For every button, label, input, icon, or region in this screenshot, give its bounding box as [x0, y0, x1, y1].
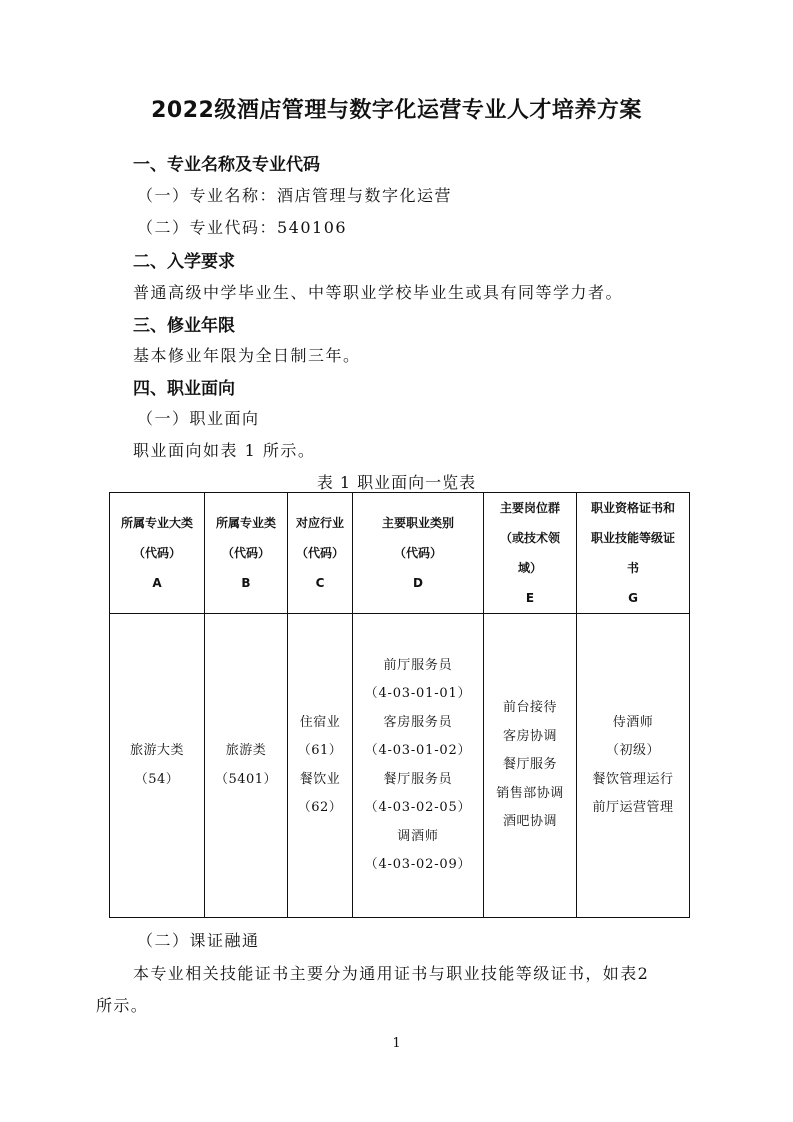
cell-major-category: 旅游大类 （54）	[110, 614, 205, 918]
header-certificates: 职业资格证书和 职业技能等级证 书 G	[577, 493, 690, 614]
cell-occupation: 前厅服务员 （4-03-01-01） 客房服务员 （4-03-01-02） 餐厅服务员 （4-03-02-05） 调酒师 （4-03-02-09）	[353, 614, 484, 918]
section-1-heading: 一、专业名称及专业代码	[133, 155, 320, 175]
table-caption: 表 1 职业面向一览表	[316, 473, 477, 492]
career-table	[109, 492, 690, 918]
header-major-category: 所属专业大类 （代码） A	[110, 493, 205, 614]
section-2-heading: 二、入学要求	[133, 252, 235, 272]
cell-certificates: 侍酒师 （初级） 餐饮管理运行 前厅运营管理	[577, 614, 690, 918]
admission-text: 普通高级中学毕业生、中等职业学校毕业生或具有同等学力者。	[133, 283, 624, 302]
table-intro-text: 职业面向如表 1 所示。	[133, 441, 316, 460]
duration-text: 基本修业年限为全日制三年。	[133, 346, 361, 365]
cell-industry: 住宿业 （61） 餐饮业 （62）	[288, 614, 353, 918]
subsection-certificate-heading: （二）课证融通	[137, 931, 260, 950]
table-row	[110, 614, 690, 918]
header-industry: 对应行业 （代码） C	[288, 493, 353, 614]
certificate-paragraph-line-1: 本专业相关技能证书主要分为通用证书与职业技能等级证书，如表2	[133, 964, 650, 983]
page-number: 1	[392, 1036, 401, 1051]
subsection-career-heading: （一）职业面向	[137, 409, 260, 428]
section-3-heading: 三、修业年限	[133, 316, 235, 336]
cell-positions: 前台接待 客房协调 餐厅服务 销售部协调 酒吧协调	[484, 614, 577, 918]
cell-major-class: 旅游类 （5401）	[205, 614, 288, 918]
section-4-heading: 四、职业面向	[133, 379, 235, 399]
major-name-line: （一）专业名称：酒店管理与数字化运营	[137, 186, 453, 205]
table-header-row	[110, 493, 690, 614]
header-positions: 主要岗位群 （或技术领 域） E	[484, 493, 577, 614]
certificate-paragraph-line-2: 所示。	[96, 996, 149, 1015]
page-title: 2022级酒店管理与数字化运营专业人才培养方案	[151, 98, 642, 123]
header-occupation: 主要职业类别 （代码） D	[353, 493, 484, 614]
major-code-line: （二）专业代码：540106	[137, 218, 348, 237]
header-major-class: 所属专业类 （代码） B	[205, 493, 288, 614]
